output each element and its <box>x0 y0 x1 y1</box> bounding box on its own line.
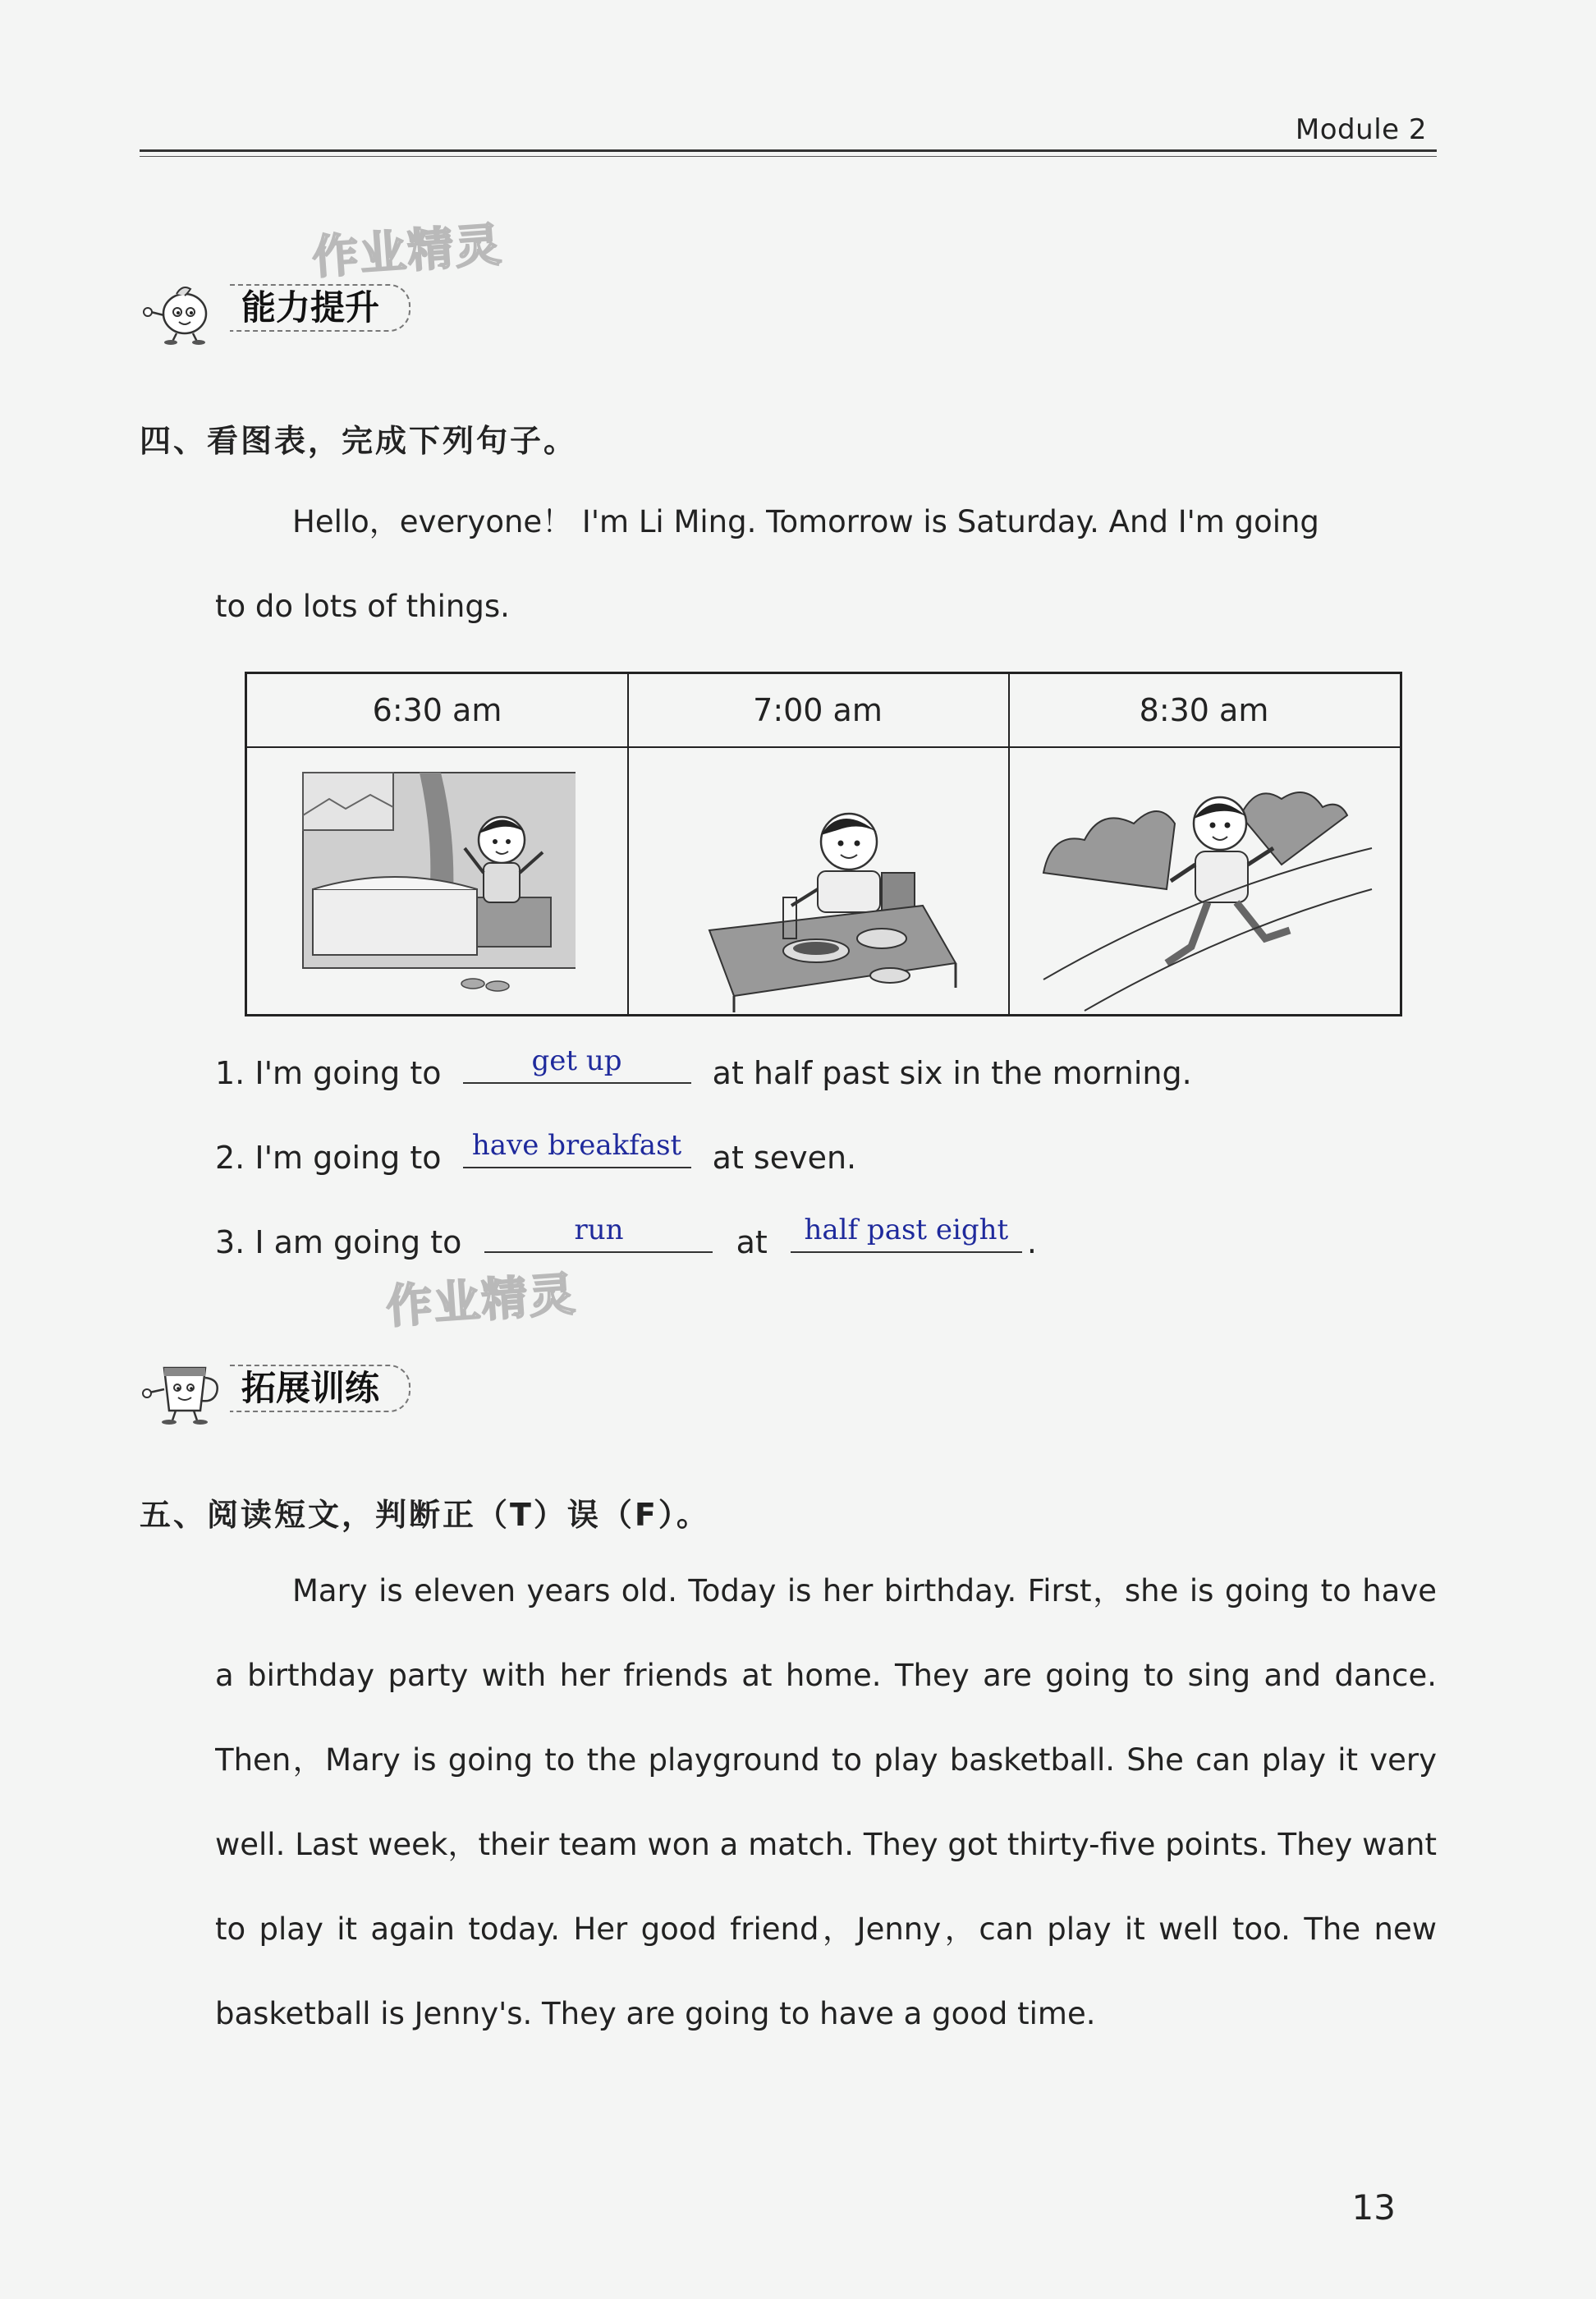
question-heading-5: 五、阅读短文，判断正（T）误（F）。 <box>140 1497 710 1533</box>
mascot-icon <box>140 279 230 345</box>
watermark: 作业精灵 <box>384 1267 579 1335</box>
time-header-2: 7:00 am <box>627 674 1008 748</box>
watermark: 作业精灵 <box>310 218 505 286</box>
badge-label: 拓展训练 <box>230 1365 410 1412</box>
boy-getting-up-illustration <box>296 750 576 1014</box>
sentence-after: at seven. <box>712 1140 857 1176</box>
answer-blank <box>463 1044 691 1084</box>
sentence-before: I'm going to <box>255 1140 442 1176</box>
sentence-1 <box>215 1044 1192 1091</box>
sentence-number: 2. <box>215 1140 245 1176</box>
time-header-3: 8:30 am <box>1008 674 1400 748</box>
picture-running <box>1035 750 1380 1014</box>
intro-paragraph <box>215 480 1437 649</box>
question-heading-4: 四、看图表，完成下列句子。 <box>140 423 578 459</box>
answer-text: half past eight <box>804 1214 1009 1246</box>
table-divider <box>1008 674 1010 1014</box>
answer-blank <box>484 1214 713 1253</box>
sentence-before: I'm going to <box>255 1055 442 1091</box>
cup-mascot-icon <box>140 1360 230 1425</box>
module-label: Module 2 <box>1295 113 1427 146</box>
answer-text: get up <box>531 1044 622 1077</box>
boy-eating-breakfast-illustration <box>676 750 975 1014</box>
picture-breakfast <box>676 750 975 1014</box>
sentence-middle: at <box>736 1224 768 1260</box>
time-header-1: 6:30 am <box>247 674 627 748</box>
sentence-after: at half past six in the morning. <box>712 1055 1192 1091</box>
sentence-number: 3. <box>215 1224 245 1260</box>
header-rule-thin <box>140 156 1437 157</box>
header-rule <box>140 149 1437 152</box>
passage-text: Mary is eleven years old. Today is her birthday. First，she is going to have a birthday party with her friends at home. They are going to sing and dance. Then，Mary is going to the playground to play basketball. She can play it very well. Last week，their team won a match. They got thirty-five points. They want to play it again today. Her good friend，Jenny，can play it well too. The new basketball is Jenny's. They are going to have a good time. <box>215 1573 1437 2031</box>
reading-passage <box>215 1549 1437 2140</box>
answer-blank <box>463 1129 691 1168</box>
answer-text: run <box>574 1214 624 1246</box>
intro-line-2: to do lots of things. <box>215 589 510 624</box>
answer-blank <box>791 1214 1022 1253</box>
sentence-2 <box>215 1129 856 1176</box>
sentence-before: I am going to <box>255 1224 462 1260</box>
schedule-table <box>245 672 1402 1016</box>
table-divider <box>627 674 629 1014</box>
intro-line-1: Hello，everyone！ I'm Li Ming. Tomorrow is Saturday. And I'm going <box>292 504 1319 539</box>
badge-label: 能力提升 <box>230 284 410 332</box>
answer-text: have breakfast <box>471 1129 682 1162</box>
sentence-3 <box>215 1214 1037 1260</box>
sentence-number: 1. <box>215 1055 245 1091</box>
boy-running-illustration <box>1035 750 1380 1014</box>
page-number: 13 <box>1351 2187 1396 2228</box>
sentence-after: . <box>1026 1224 1037 1260</box>
picture-get-up <box>296 750 576 1014</box>
